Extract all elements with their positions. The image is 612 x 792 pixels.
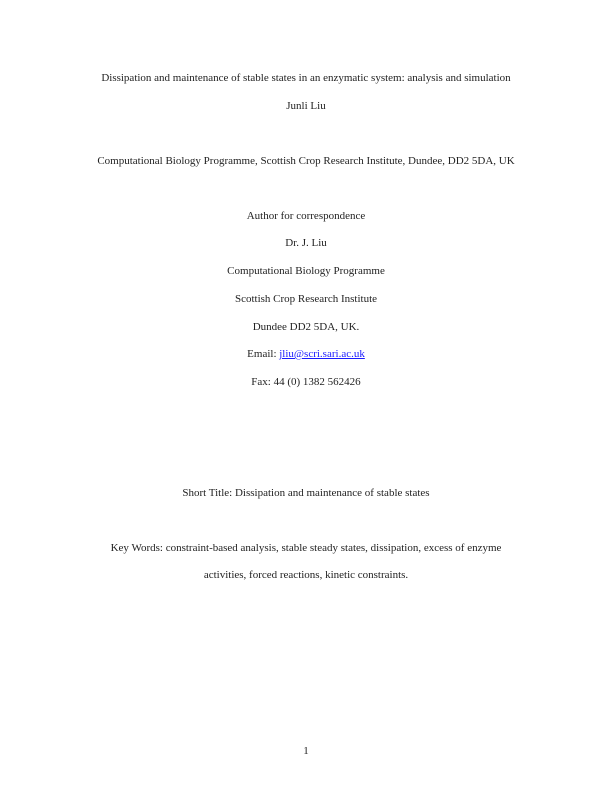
short-title: Short Title: Dissipation and maintenance of stable states [182, 487, 430, 499]
keywords-line-1: Key Words: constraint-based analysis, stable steady states, dissipation, excess of enzyme [110, 542, 502, 554]
correspondence-heading: Author for correspondence [246, 210, 366, 222]
correspondence-name: Dr. J. Liu [285, 237, 327, 249]
correspondence-city: Dundee DD2 5DA, UK. [252, 321, 360, 333]
correspondence-institute: Scottish Crop Research Institute [234, 293, 378, 305]
email-link[interactable]: jliu@scri.sari.ac.uk [279, 348, 365, 360]
correspondence-fax: Fax: 44 (0) 1382 562426 [251, 376, 361, 388]
author-affiliation: Computational Biology Programme, Scottish Crop Research Institute, Dundee, DD2 5DA, UK [97, 155, 515, 167]
keywords-line-2: activities, forced reactions, kinetic constraints. [203, 569, 409, 581]
author-name: Junli Liu [286, 100, 326, 112]
correspondence-department: Computational Biology Programme [227, 265, 385, 277]
correspondence-email-line [0, 347, 612, 361]
email-label: Email: [247, 348, 280, 360]
paper-title: Dissipation and maintenance of stable states in an enzymatic system: analysis and simulation [101, 72, 511, 84]
page-number: 1 [303, 745, 309, 757]
